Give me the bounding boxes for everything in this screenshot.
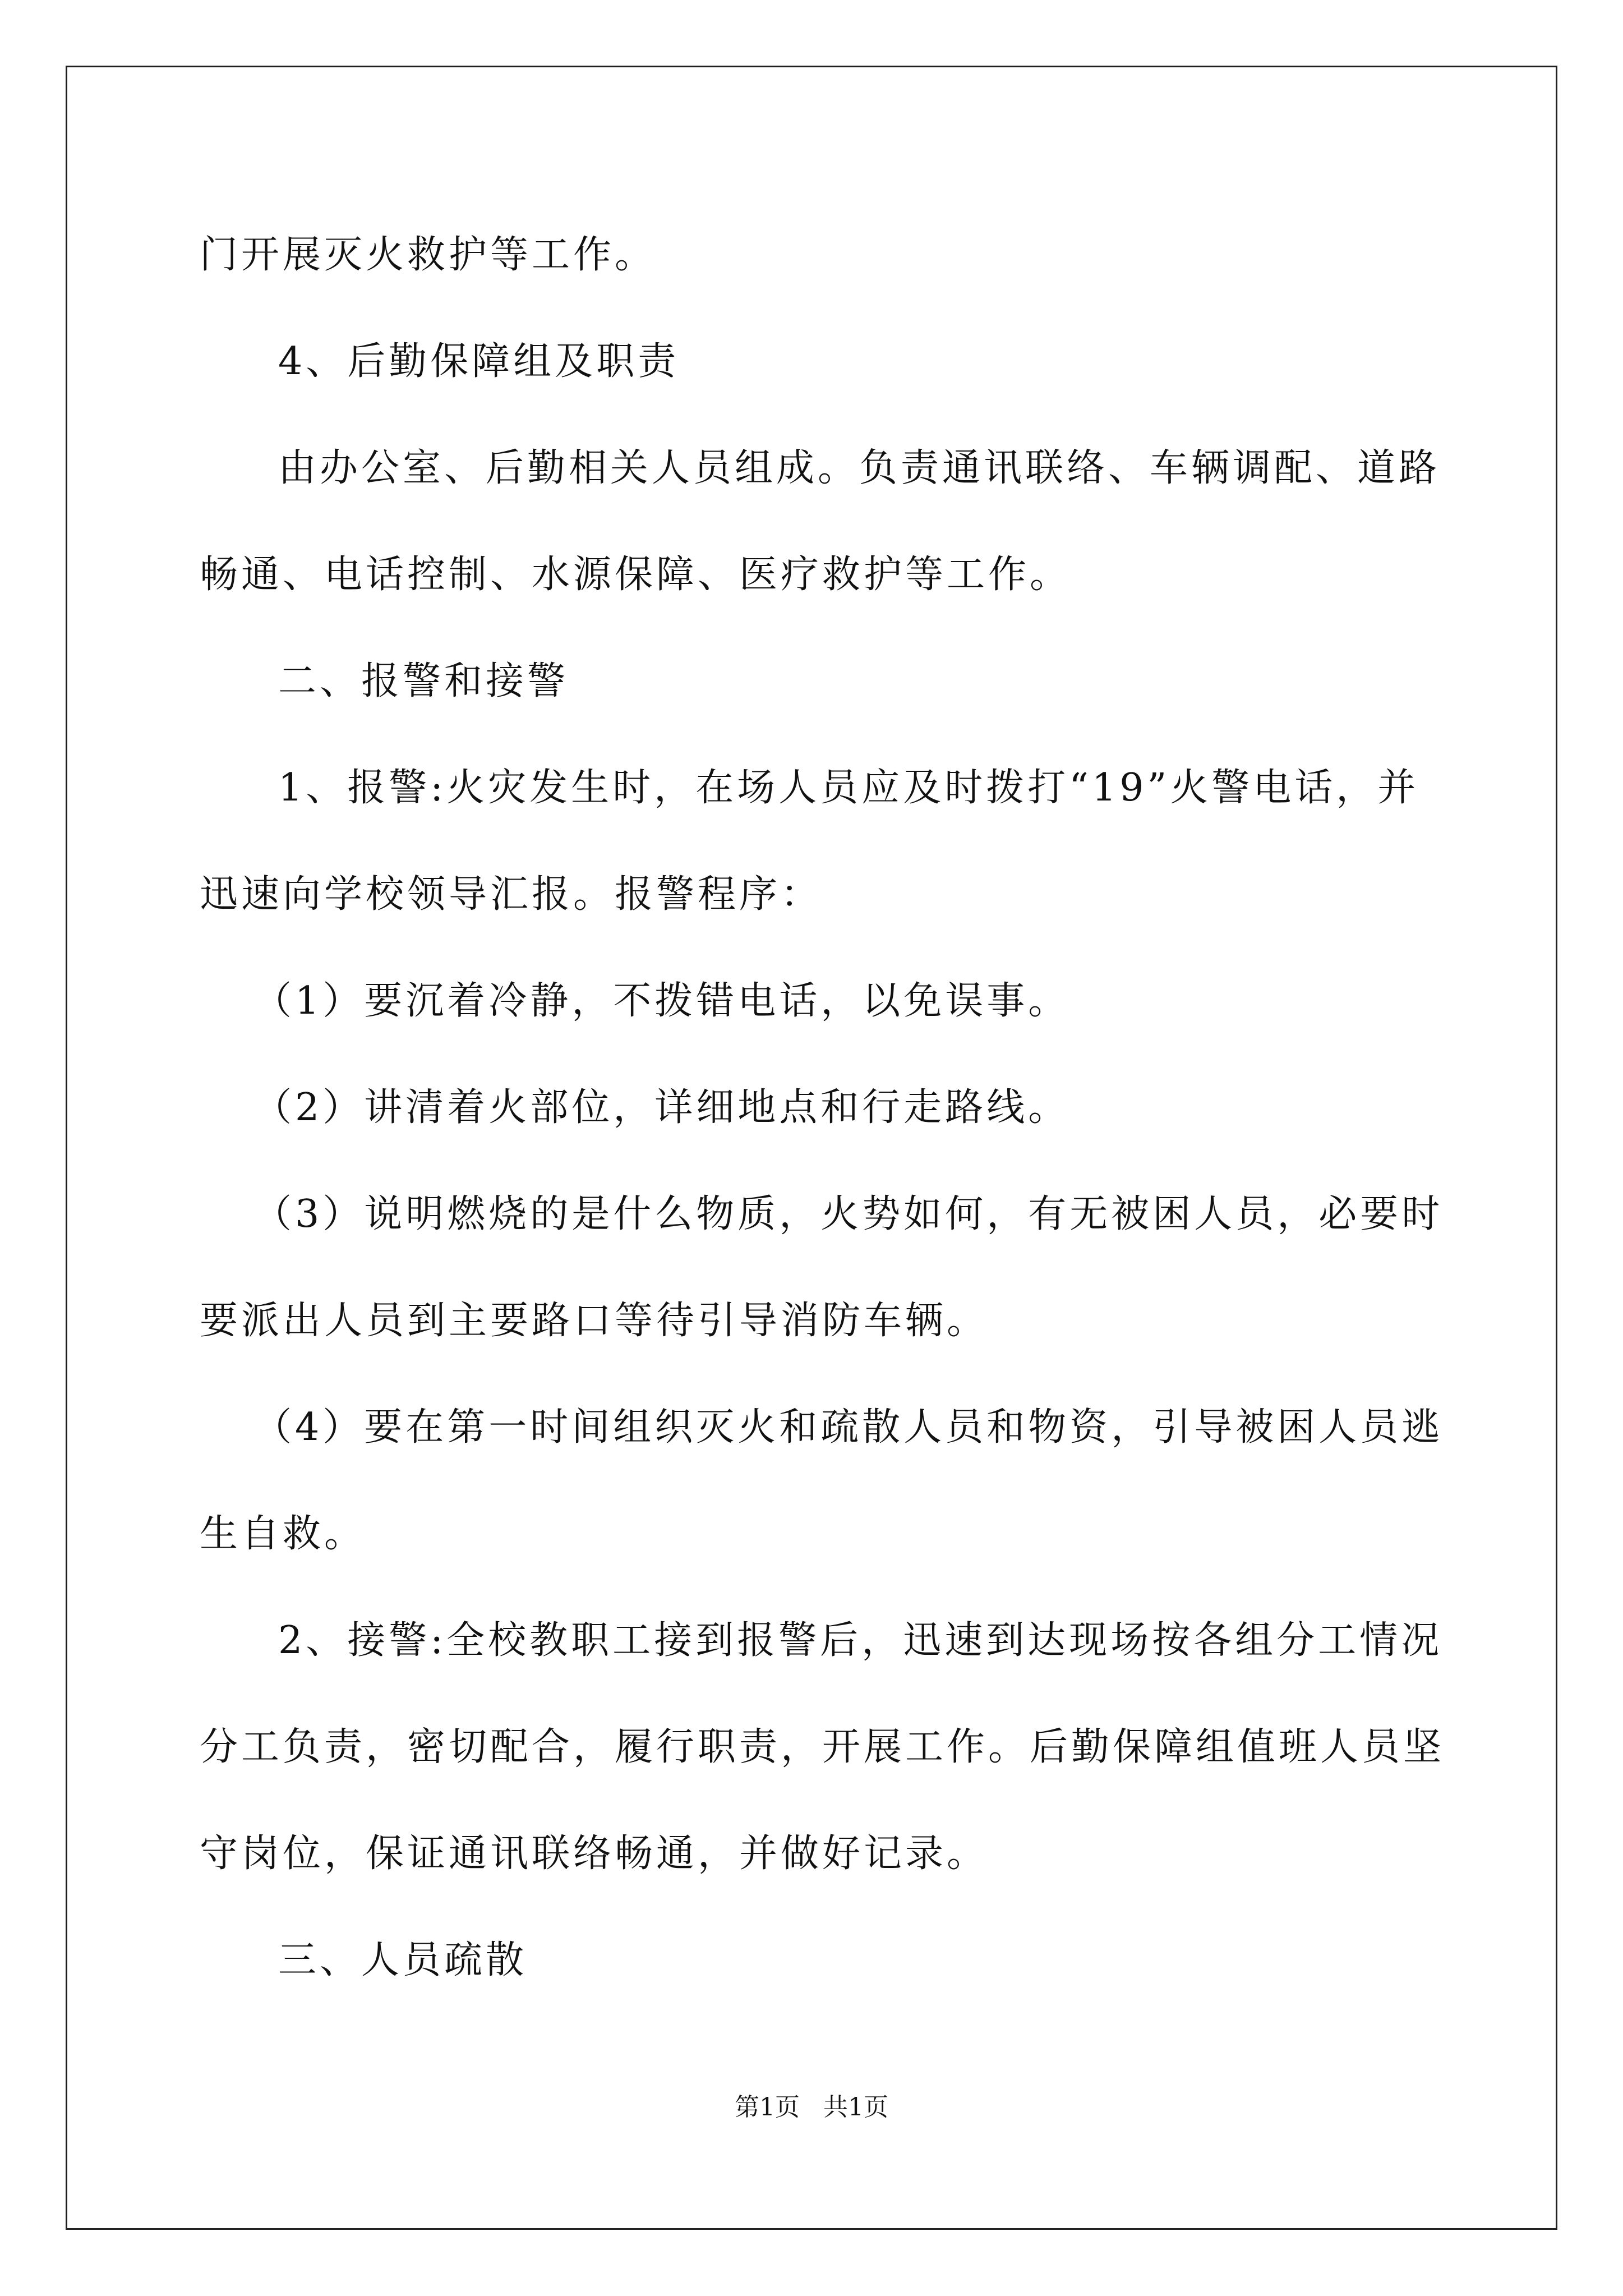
list-item: （2）讲清着火部位，详细地点和行走路线。: [253, 1085, 1070, 1130]
section-heading: 三、人员疏散: [278, 1938, 528, 1982]
body-text-line: 守岗位，保证通讯联络畅通，并做好记录。: [200, 1832, 989, 1876]
page-footer: 第1页 共1页: [735, 2093, 888, 2122]
body-text-line: 迅速向学校领导汇报。报警程序：: [200, 872, 823, 917]
body-text-line: 2、接警:全校教职工接到报警后，迅速到达现场按各组分工情况: [278, 1618, 1443, 1663]
list-item: （3）说明燃烧的是什么物质，火势如何，有无被困人员，必要时: [253, 1192, 1444, 1236]
body-text-line: 生自救。: [200, 1512, 366, 1556]
body-text-line: 由办公室、后勤相关人员组成。负责通讯联络、车辆调配、道路: [278, 446, 1441, 490]
body-text-line: 分工负责，密切配合，履行职责，开展工作。后勤保障组值班人员坚: [200, 1725, 1445, 1769]
list-item: （4）要在第一时间组织灭火和疏散人员和物资，引导被困人员逃: [253, 1405, 1444, 1450]
document-body: [200, 202, 1445, 2014]
body-text-line: 门开展灭火救护等工作。: [200, 233, 657, 277]
body-text-line: 畅通、电话控制、水源保障、医疗救护等工作。: [200, 553, 1072, 597]
body-text-line: 要派出人员到主要路口等待引导消防车辆。: [200, 1299, 989, 1343]
body-text-line: 1、报警:火灾发生时，在场人员应及时拨打“19”火警电话，并: [278, 766, 1419, 810]
section-heading: 4、后勤保障组及职责: [278, 339, 680, 384]
list-item: （1）要沉着冷静，不拨错电话，以免误事。: [253, 979, 1070, 1023]
section-heading: 二、报警和接警: [278, 659, 569, 703]
